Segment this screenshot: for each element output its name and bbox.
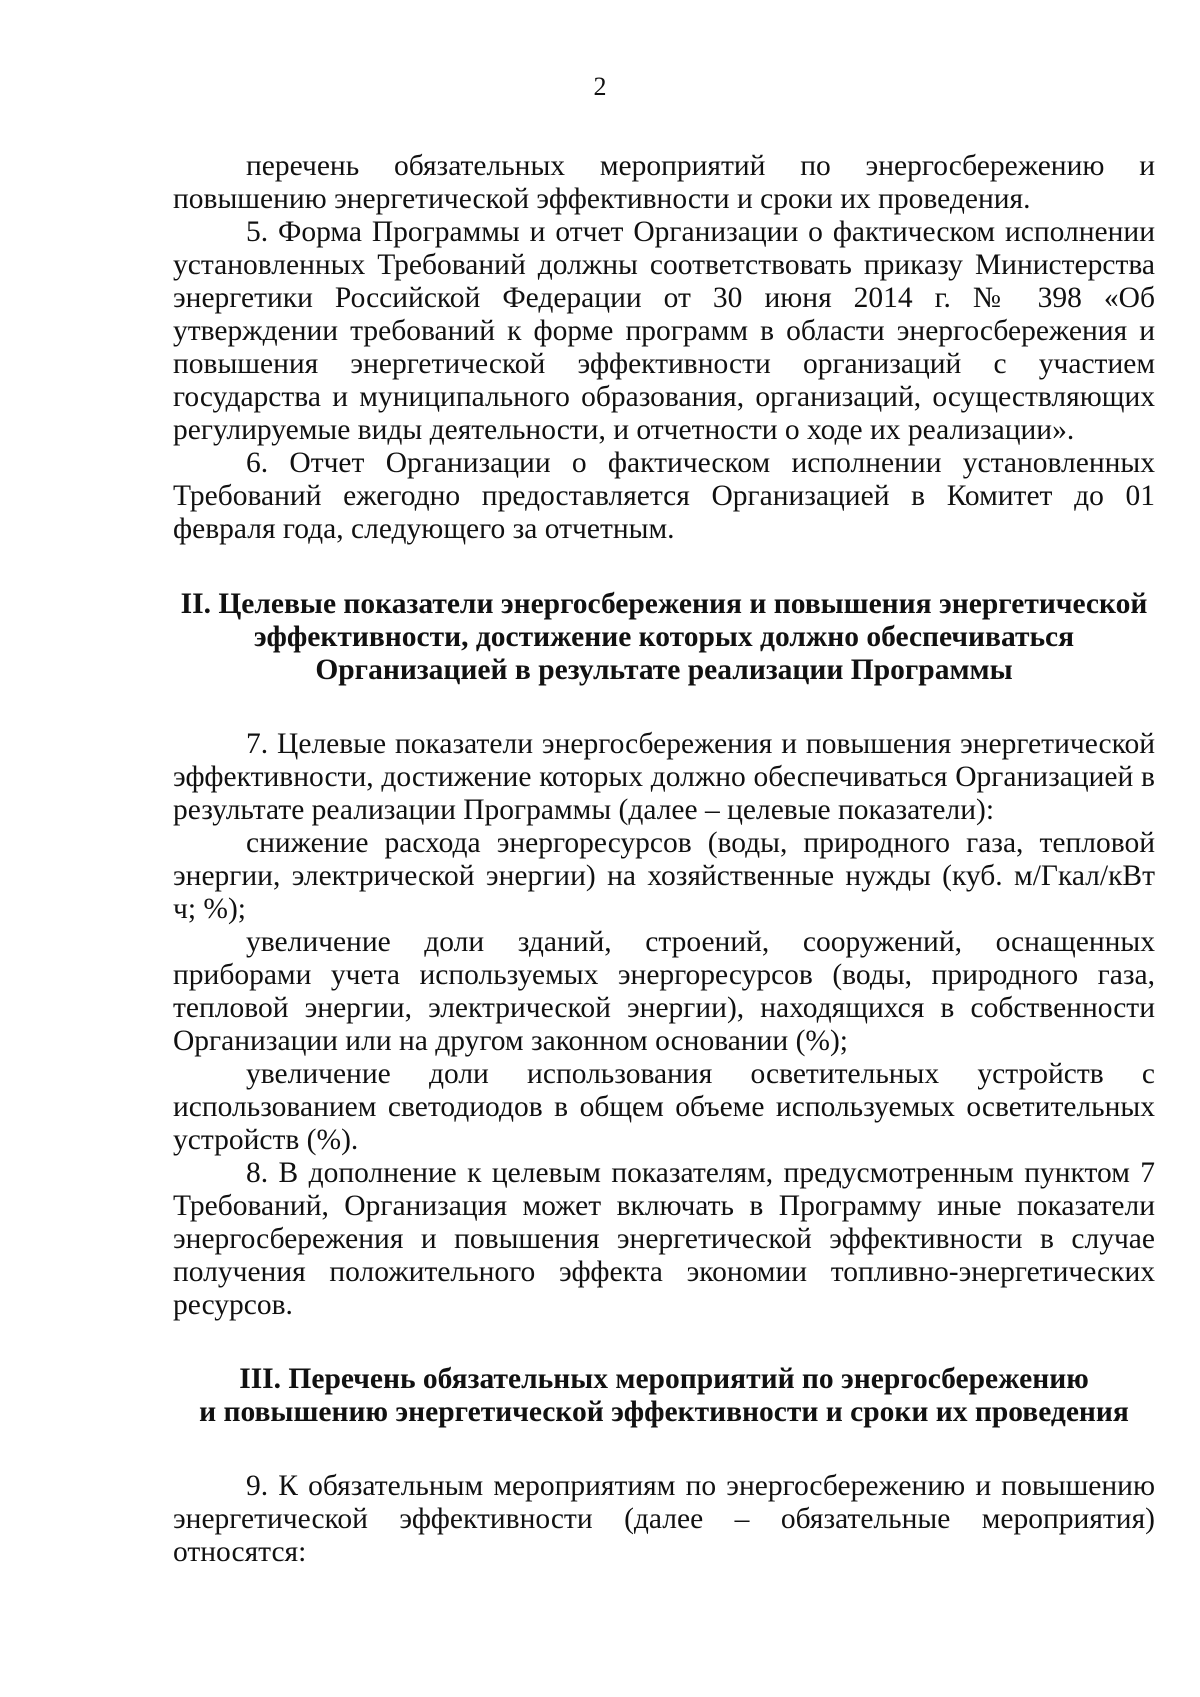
section-3-heading-line: и повышению энергетической эффективности и сроки их проведения: [199, 1396, 1129, 1428]
list-item-indicator: увеличение доли зданий, строений, сооружений, оснащенных приборами учета используемых энергоресурсов (воды, природного газа, тепловой энергии, электрической энергии), находящихся в собственности Организации или на другом законном основании (%);: [173, 926, 1155, 1057]
paragraph-9: 9. К обязательным мероприятиям по энергосбережению и повышению энергетической эффективности (далее – обязательные мероприятия) относятся:: [173, 1470, 1155, 1568]
section-3-heading: [173, 1363, 1155, 1429]
document-body: [173, 150, 1155, 1569]
list-item-indicator: увеличение доли использования осветительных устройств с использованием светодиодов в общем объеме используемых осветительных устройств (%).: [173, 1058, 1155, 1156]
paragraph-intro-continuation: перечень обязательных мероприятий по энергосбережению и повышению энергетической эффективности и сроки их проведения.: [173, 150, 1155, 215]
paragraph-6: 6. Отчет Организации о фактическом исполнении установленных Требований ежегодно предоставляется Организацией в Комитет до 01 февраля года, следующего за отчетным.: [173, 447, 1155, 545]
paragraph-7: 7. Целевые показатели энергосбережения и повышения энергетической эффективности, достижение которых должно обеспечиваться Организацией в результате реализации Программы (далее – целевые показатели):: [173, 728, 1155, 826]
paragraph-8: 8. В дополнение к целевым показателям, предусмотренным пунктом 7 Требований, Организация может включать в Программу иные показатели энергосбережения и повышения энергетической эффективности в случае получения положительного эффекта экономии топливно-энергетических ресурсов.: [173, 1157, 1155, 1321]
paragraph-5: 5. Форма Программы и отчет Организации о фактическом исполнении установленных Требований должны соответствовать приказу Министерства энергетики Российской Федерации от 30 июня 2014 г. № 398 «Об утверждении требований к форме программ в области энергосбережения и повышения энергетической эффективности организаций с участием государства и муниципального образования, организаций, осуществляющих регулируемые виды деятельности, и отчетности о ходе их реализации».: [173, 216, 1155, 446]
section-3-heading-line: III. Перечень обязательных мероприятий по энергосбережению: [239, 1363, 1089, 1395]
page-number: 2: [593, 72, 607, 101]
section-2-heading-line: эффективности, достижение которых должно обеспечиваться: [253, 621, 1075, 653]
section-2-heading: [173, 588, 1155, 687]
section-2-heading-line: II. Целевые показатели энергосбережения и повышения энергетической: [180, 588, 1148, 620]
section-2-heading-line: Организацией в результате реализации Программы: [315, 654, 1013, 686]
list-item-indicator: снижение расхода энергоресурсов (воды, природного газа, тепловой энергии, электрической энергии) на хозяйственные нужды (куб. м/Гкал/кВт ч; %);: [173, 827, 1155, 925]
